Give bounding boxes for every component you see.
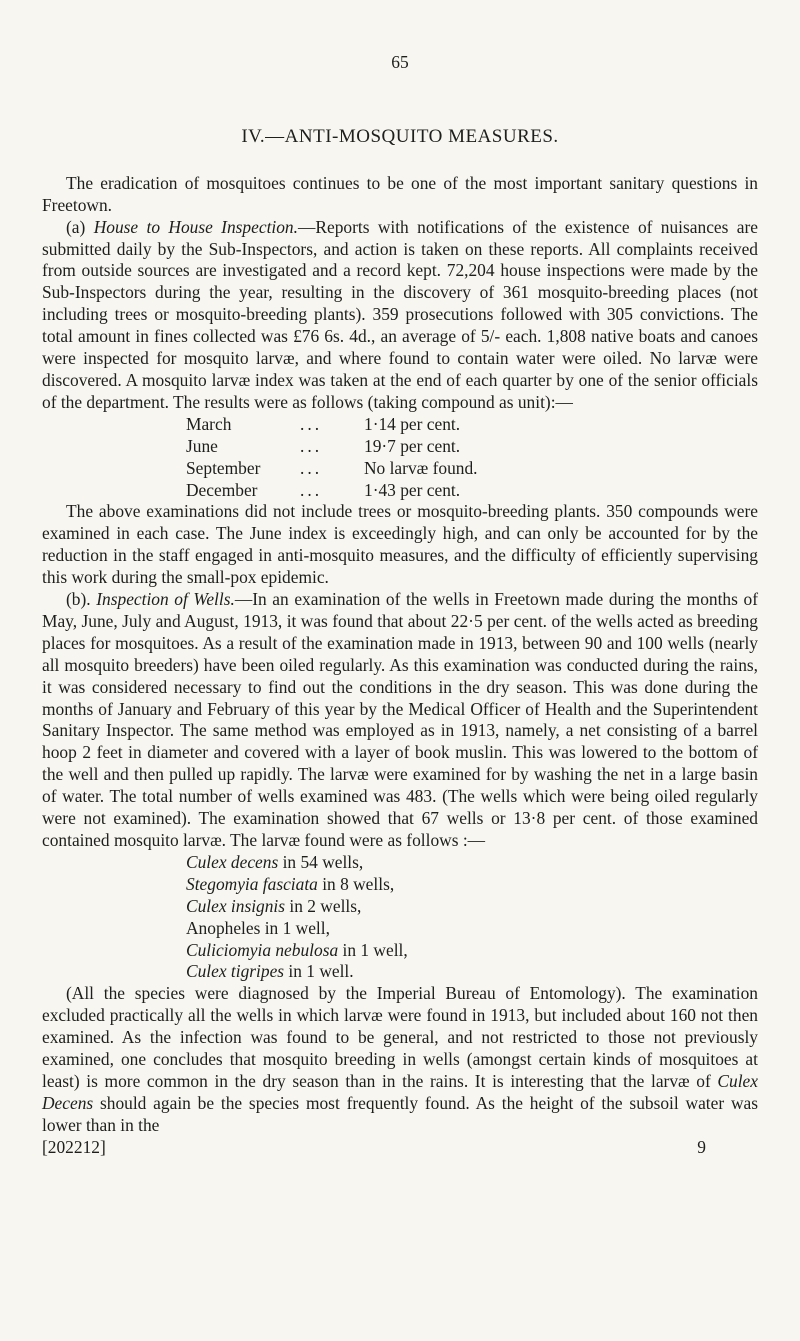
result-row — [186, 414, 758, 436]
section-title: IV.—ANTI-MOSQUITO MEASURES. — [241, 125, 559, 147]
house-inspection-paragraph — [42, 217, 758, 414]
species-item — [186, 852, 758, 874]
result-month: September — [186, 457, 261, 478]
species-count: Anopheles in 1 well, — [186, 917, 330, 938]
species-item — [186, 918, 758, 940]
print-code: [202212] — [42, 1136, 106, 1157]
species-count: in 1 well. — [284, 961, 354, 982]
after-results-paragraph — [42, 501, 758, 589]
leader-dots: ... — [300, 479, 323, 500]
house-text: —Reports with notifications of the existence of nuisances are submitted daily by the Sub-Inspectors, and action is taken on these reports. All complaints received from outside sources are investigated and a record kept. 72,204 house inspections were made by the Sub-Inspectors during the year, resulting in the discovery of 361 mosquito-breeding places (not including trees or mosquito-breeding plants). 359 prosecutions followed with 305 convictions. The total amount in fines collected was £76 6s. 4d., an average of 5/- each. 1,808 native boats and canoes were inspected for mosquito larvæ, and where found to contain water were oiled. No larvæ were discovered. A mosquito larvæ index was taken at the end of each quarter by one of the senior officials of the department. The results were as follows (taking compound as unit):— — [42, 216, 758, 412]
species-name: Stegomyia fasciata — [186, 873, 318, 894]
species-list — [186, 852, 758, 983]
species-name: Culex insignis — [186, 895, 286, 916]
species-name: Culex tigripes — [186, 961, 285, 982]
species-name: Culiciomyia nebulosa — [186, 939, 339, 960]
wells-heading: Inspection of Wells. — [96, 589, 235, 610]
quarterly-results-list — [186, 414, 758, 502]
wells-label: (b). — [66, 589, 91, 610]
after-results-text: The above examinations did not include trees or mosquito-breeding plants. 350 compounds were examined in each case. The June index is exceedingly high, and can only be accounted for by the reduction in the staff engaged in anti-mosquito measures, and the difficulty of efficiently supervising this work during the small-pox epidemic. — [42, 501, 758, 588]
species-count: in 54 wells, — [278, 851, 364, 872]
wells-paragraph — [42, 589, 758, 852]
closing-paragraph — [42, 983, 758, 1136]
leader-dots: ... — [300, 413, 323, 434]
intro-paragraph — [42, 173, 758, 217]
result-month: March — [186, 413, 232, 434]
signature-number: 9 — [697, 1136, 706, 1157]
wells-text: —In an examination of the wells in Freetown made during the months of May, June, July and August, 1913, it was found that about 22·5 per cent. of the wells acted as breeding places for mosquitoes. As a result of the examination made in 1913, between 90 and 100 wells (nearly all mosquito breeders) have been oiled regularly. As this examination was conducted during the rains, it was considered necessary to find out the conditions in the dry season. This was done during the months of January and February of this year by the Medical Officer of Health and the Superintendent Sanitary Inspector. The same method was employed as in 1913, namely, a net consisting of a barrel hoop 2 feet in diameter and covered with a layer of book muslin. This was lowered to the bottom of the well and then pulled up rapidly. The larvæ were examined for by washing the net in a large basin of water. The total number of wells examined was 483. (The wells which were being oiled regularly were not examined). The examination showed that 67 wells or 13·8 per cent. of those examined contained mosquito larvæ. The larvæ found were as follows :— — [42, 589, 758, 850]
leader-dots: ... — [300, 435, 323, 456]
house-label: (a) — [66, 216, 86, 237]
leader-dots: ... — [300, 457, 323, 478]
result-value: No larvæ found. — [364, 457, 478, 478]
closing-species-name: Culex Decens — [42, 1070, 758, 1113]
result-row — [186, 436, 758, 458]
species-item — [186, 874, 758, 896]
result-month: December — [186, 479, 258, 500]
page-footer — [42, 1137, 758, 1159]
species-count: in 1 well, — [338, 939, 408, 960]
species-count: in 2 wells, — [285, 895, 362, 916]
result-row — [186, 480, 758, 502]
closing-text-b: should again be the species most frequently found. As the height of the subsoil water was lower than in the — [42, 1092, 758, 1135]
result-month: June — [186, 435, 218, 456]
intro-text: The eradication of mosquitoes continues to be one of the most important sanitary questions in Freetown. — [42, 172, 758, 215]
house-heading: House to House Inspection. — [93, 216, 298, 237]
result-row — [186, 458, 758, 480]
closing-text-a: (All the species were diagnosed by the Imperial Bureau of Entomology). The examination excluded practically all the wells in which larvæ were found in 1913, but included about 160 not then examined. As the infection was found to be general, and not restricted to those not previously examined, one concludes that mosquito breeding in wells (amongst certain kinds of mosquitoes at least) is more common in the dry season than in the rains. It is interesting that the larvæ of — [42, 983, 758, 1091]
result-value: 1·14 per cent. — [364, 413, 461, 434]
document-page — [42, 52, 758, 1159]
species-item — [186, 961, 758, 983]
species-count: in 8 wells, — [317, 873, 395, 894]
page-number: 65 — [391, 52, 409, 72]
species-item — [186, 940, 758, 962]
result-value: 19·7 per cent. — [364, 435, 461, 456]
species-name: Culex decens — [186, 851, 279, 872]
species-item — [186, 896, 758, 918]
result-value: 1·43 per cent. — [364, 479, 461, 500]
